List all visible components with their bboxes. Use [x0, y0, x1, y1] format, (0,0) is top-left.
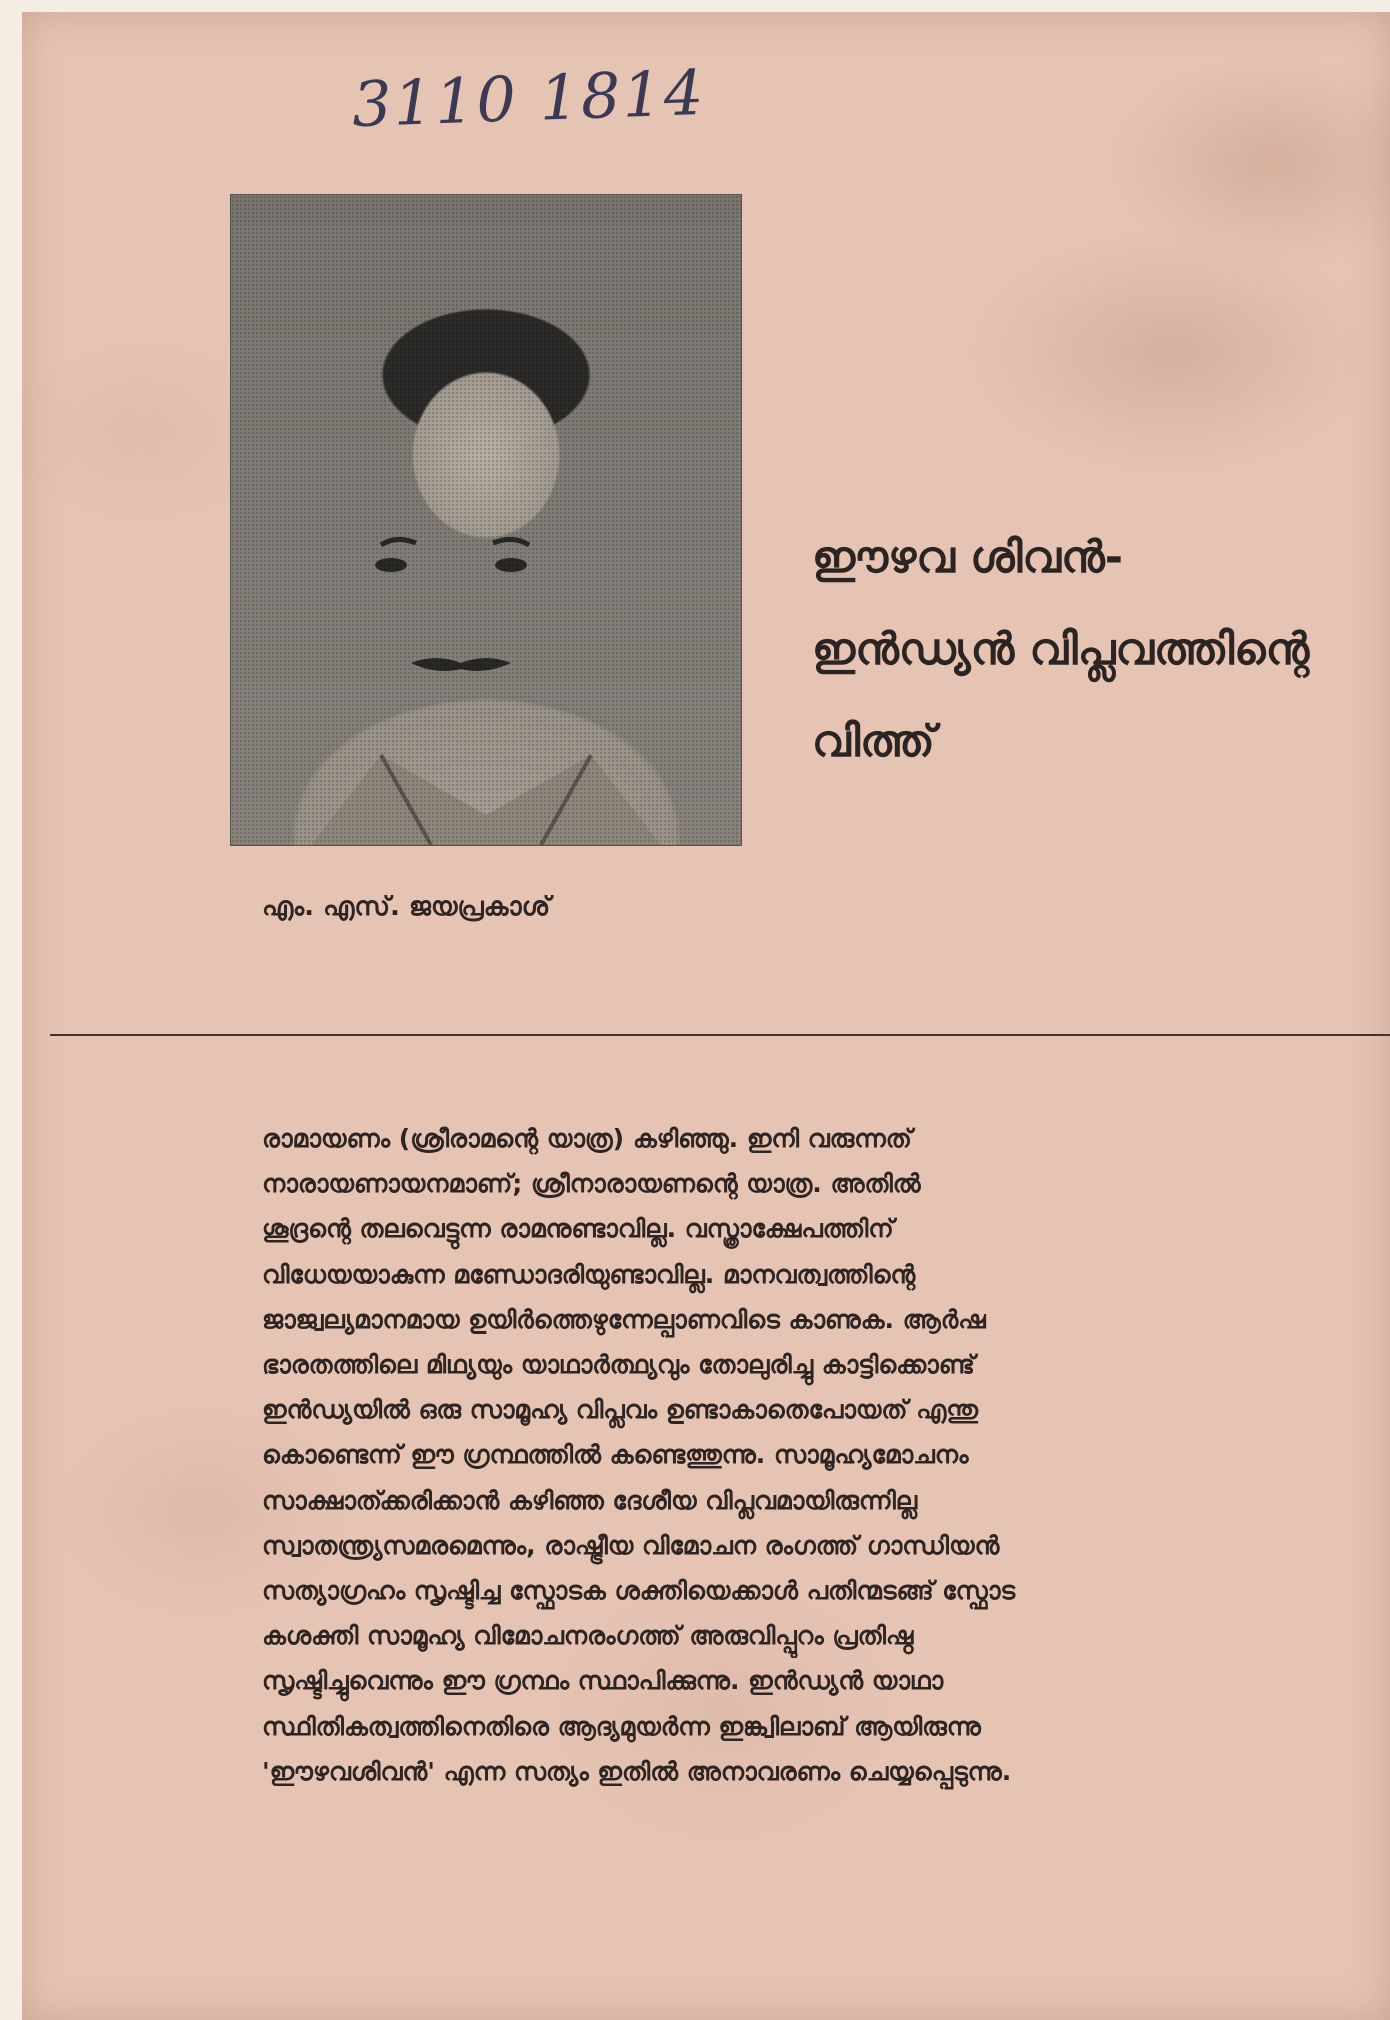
blurb-line: നാരായണായനമാണ്; ശ്രീനാരായണന്റെ യാത്ര. അതിൽ [262, 1169, 921, 1199]
blurb-line: 'ഈഴവശിവൻ' എന്ന സത്യം ഇതിൽ അനാവരണം ചെയ്യപ്പെടുന്നു. [262, 1756, 1012, 1786]
title-line: ഈഴവ ശിവൻ- [812, 532, 1123, 583]
blurb-line: ഇൻഡ്യയിൽ ഒരു സാമൂഹ്യ വിപ്ലവം ഉണ്ടാകാതെപോയത് എന്തു [262, 1395, 979, 1425]
blurb-line: സൃഷ്ടിച്ചുവെന്നും ഈ ഗ്രന്ഥം സ്ഥാപിക്കുന്നു. ഇൻഡ്യൻ യാഥാ [262, 1666, 944, 1696]
blurb-line: രാമായണം (ശ്രീരാമന്റെ യാത്ര) കഴിഞ്ഞു. ഇനി വരുന്നത് [262, 1124, 912, 1153]
blurb-line: സത്യാഗ്രഹം സൃഷ്ടിച്ച സ്ഫോടക ശക്തിയെക്കാൾ പതിന്മടങ്ങ് സ്ഫോട [262, 1576, 1016, 1606]
blurb-line: കൊണ്ടെന്ന് ഈ ഗ്രന്ഥത്തിൽ കണ്ടെത്തുന്നു. സാമൂഹ്യമോചനം [262, 1440, 969, 1470]
author-photo [230, 194, 742, 846]
horizontal-divider [50, 1034, 1390, 1036]
blurb-line: സ്ഥിതികത്വത്തിനെതിരെ ആദ്യമുയർന്ന ഇങ്ക്വിലാബ് ആയിരുന്നു [262, 1711, 981, 1741]
blurb-paragraph [262, 1116, 1352, 1794]
blurb-line: വിധേയയാകുന്ന മണ്ഡോദരിയുണ്ടാവില്ല. മാനവത്വത്തിന്റെ [262, 1259, 916, 1289]
portrait-figure [231, 195, 741, 845]
blurb-line: ഭാരതത്തിലെ മിഥ്യയും യാഥാർത്ഥ്യവും തോലുരിച്ചു കാട്ടിക്കൊണ്ട് [262, 1350, 975, 1380]
book-title [812, 512, 1390, 788]
book-cover-page [22, 12, 1390, 2020]
title-line: വിത്ത് [812, 716, 935, 767]
blurb-line: സ്വാതന്ത്ര്യസമരമെന്നും, രാഷ്ട്രീയ വിമോചന രംഗത്ത് ഗാന്ധിയൻ [262, 1530, 1000, 1560]
handwritten-number: 3110 1814 [350, 55, 707, 142]
blurb-line: സാക്ഷാത്ക്കരിക്കാൻ കഴിഞ്ഞ ദേശീയ വിപ്ലവമായിരുന്നില്ല [262, 1485, 918, 1515]
blurb-line: ജാജ്വല്യമാനമായ ഉയിർത്തെഴുന്നേല്പാണവിടെ കാണുക. ആർഷ [262, 1304, 986, 1334]
blurb-line: ശൂദ്രന്റെ തലവെട്ടുന്ന രാമനുണ്ടാവില്ല. വസ്ത്രാക്ഷേപത്തിന് [262, 1214, 894, 1244]
blurb-line: കശക്തി സാമൂഹ്യ വിമോചനരംഗത്ത് അരുവിപ്പുറം പ്രതിഷ്ഠ [262, 1621, 914, 1651]
author-name: എം. എസ്. ജയപ്രകാശ് [262, 892, 551, 922]
title-line: ഇൻഡ്യൻ വിപ്ലവത്തിന്റെ [812, 624, 1310, 675]
